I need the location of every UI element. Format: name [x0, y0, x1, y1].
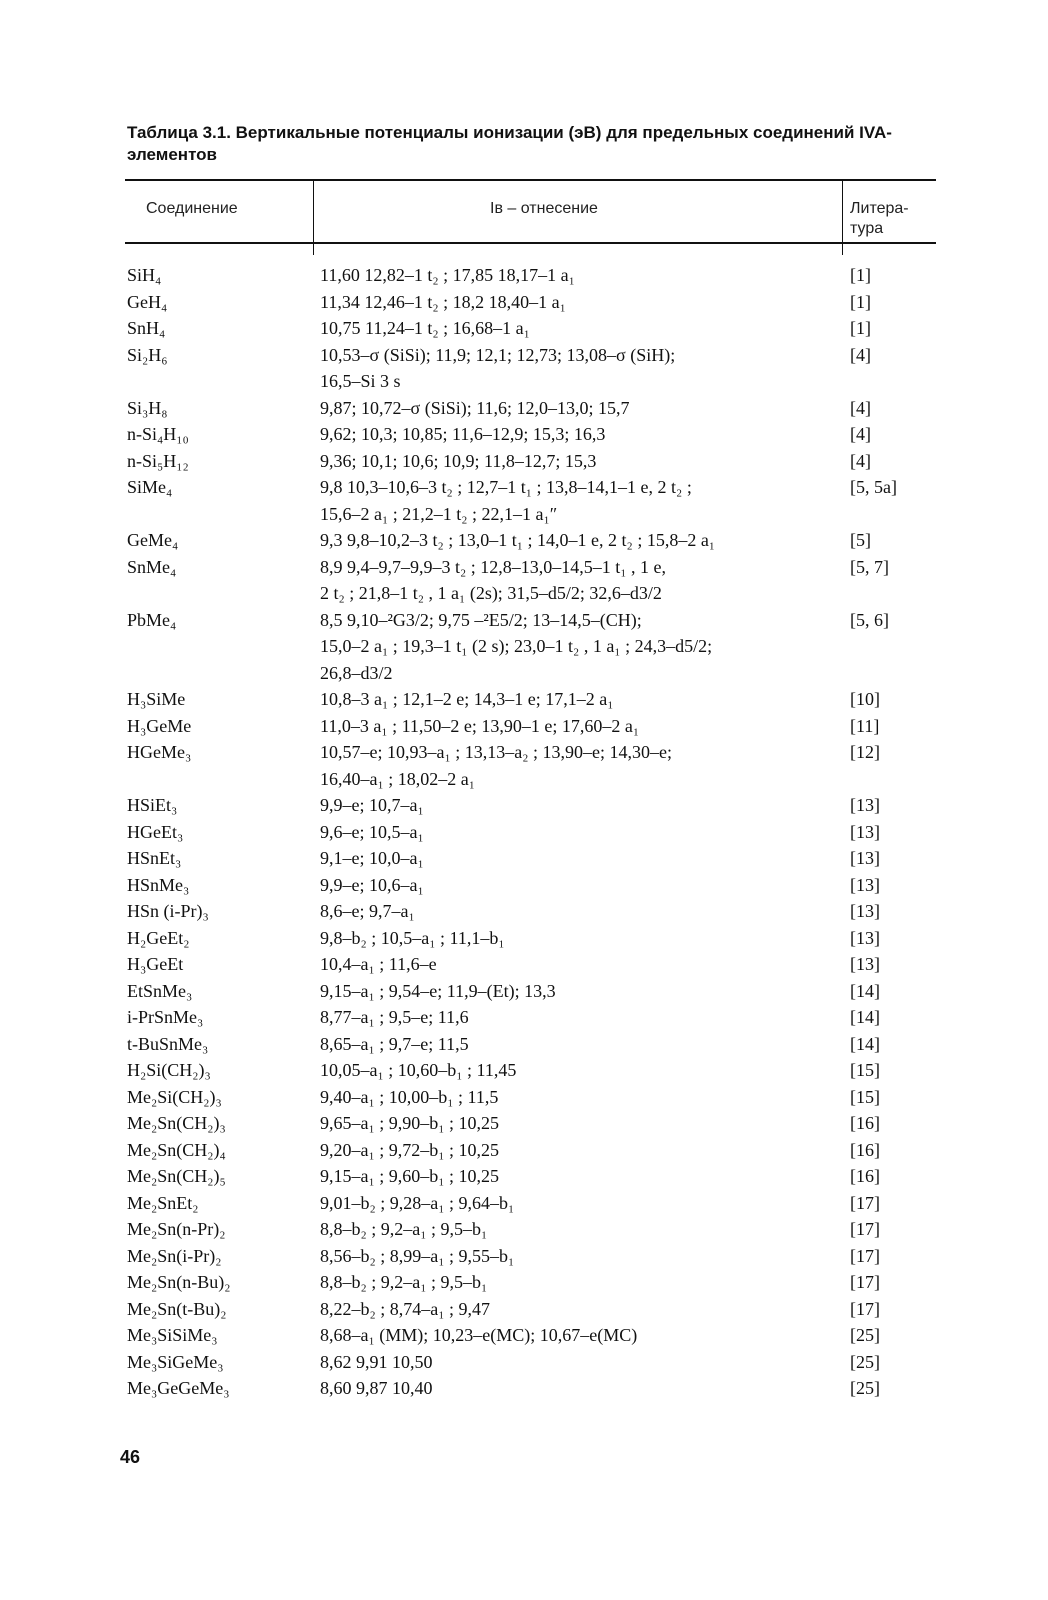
- reference-cell: [25]: [850, 1325, 880, 1345]
- table-row: [0, 845, 1048, 871]
- table-row: [0, 1163, 1048, 1189]
- ionization-cell: 9,15–a₁ ; 9,54–e; 11,9–(Et); 13,3: [320, 980, 556, 1001]
- reference-cell: [13]: [850, 954, 880, 974]
- ionization-cell: 15,6–2 a₁ ; 21,2–1 t₂ ; 22,1–1 a₁″: [320, 503, 558, 524]
- reference-cell: [17]: [850, 1298, 880, 1319]
- reference-cell: [11]: [850, 715, 880, 736]
- compound-cell: Me₂Sn(i-Pr)₂: [127, 1245, 222, 1266]
- compound-cell: n-Si₅H₁₂: [127, 450, 189, 471]
- compound-cell: Si₃H₈: [127, 397, 168, 418]
- compound-cell: i-PrSnMe₃: [127, 1007, 204, 1027]
- table-row: [0, 713, 1048, 739]
- ionization-cell: 9,6–e; 10,5–a₁: [320, 821, 424, 842]
- reference-cell: [5, 5a]: [850, 477, 897, 497]
- ionization-cell: 9,8–b₂ ; 10,5–a₁ ; 11,1–b₁: [320, 927, 505, 948]
- table-row: [0, 1322, 1048, 1348]
- reference-cell: [1]: [850, 318, 871, 338]
- table-row: [0, 395, 1048, 421]
- compound-cell: EtSnMe₃: [127, 980, 193, 1001]
- table-row: [0, 925, 1048, 951]
- compound-cell: HGeMe₃: [127, 742, 192, 762]
- reference-cell: [13]: [850, 927, 880, 948]
- ionization-cell: 26,8–d3/2: [320, 662, 393, 683]
- column-divider-2: [842, 180, 843, 255]
- ionization-cell: 8,9 9,4–9,7–9,9–3 t₂ ; 12,8–13,0–14,5–1 t₁ , 1 e,: [320, 556, 667, 577]
- header-compound: Соединение: [146, 200, 238, 217]
- compound-cell: Me₂Si(CH₂)₃: [127, 1086, 222, 1107]
- reference-cell: [13]: [850, 821, 880, 842]
- reference-cell: [13]: [850, 795, 880, 815]
- reference-cell: [17]: [850, 1245, 880, 1266]
- table-row: [0, 1004, 1048, 1030]
- table-row: [0, 580, 1048, 606]
- compound-cell: GeH₄: [127, 291, 168, 312]
- table-row: [0, 1349, 1048, 1375]
- table-caption: Таблица 3.1. Вертикальные потенциалы ионизации (эВ) для предельных соединений IVA-элементов: [127, 123, 892, 164]
- table-row: [0, 1243, 1048, 1269]
- table-row: [0, 315, 1048, 341]
- ionization-cell: 8,62 9,91 10,50: [320, 1351, 433, 1372]
- reference-cell: [17]: [850, 1272, 880, 1292]
- compound-cell: GeMe₄: [127, 530, 179, 550]
- reference-cell: [13]: [850, 901, 880, 921]
- table-row: [0, 766, 1048, 792]
- ionization-cell: 16,5–Si 3 s: [320, 371, 401, 391]
- ionization-cell: 11,60 12,82–1 t₂ ; 17,85 18,17–1 a₁: [320, 265, 575, 285]
- ionization-cell: 9,8 10,3–10,6–3 t₂ ; 12,7–1 t₁ ; 13,8–14,1–1 e, 2 t₂ ;: [320, 477, 692, 497]
- compound-cell: Me₂Sn(n-Pr)₂: [127, 1219, 226, 1239]
- ionization-cell: 8,60 9,87 10,40: [320, 1378, 433, 1398]
- table-row: [0, 368, 1048, 394]
- column-divider-1: [313, 180, 314, 255]
- ionization-cell: 9,15–a₁ ; 9,60–b₁ ; 10,25: [320, 1166, 500, 1186]
- compound-cell: Me₃GeGeMe₃: [127, 1378, 230, 1398]
- reference-cell: [25]: [850, 1351, 880, 1372]
- header-reference: Литера-тура: [850, 200, 909, 237]
- ionization-cell: 9,20–a₁ ; 9,72–b₁ ; 10,25: [320, 1139, 500, 1160]
- reference-cell: [15]: [850, 1086, 880, 1107]
- compound-cell: Me₂Sn(n-Bu)₂: [127, 1272, 231, 1292]
- ionization-cell: 9,3 9,8–10,2–3 t₂ ; 13,0–1 t₁ ; 14,0–1 e, 2 t₂ ; 15,8–2 a₁: [320, 530, 716, 550]
- page-number: 46: [120, 1447, 141, 1467]
- table-row: [0, 421, 1048, 447]
- ionization-cell: 9,40–a₁ ; 10,00–b₁ ; 11,5: [320, 1086, 499, 1107]
- table-row: [0, 739, 1048, 765]
- table-row: [0, 1084, 1048, 1110]
- reference-cell: [14]: [850, 1033, 880, 1054]
- ionization-cell: 8,6–e; 9,7–a₁: [320, 901, 415, 921]
- reference-cell: [1]: [850, 291, 871, 312]
- compound-cell: HSn (i-Pr)₃: [127, 901, 209, 921]
- compound-cell: Me₂Sn(CH₂)₃: [127, 1113, 226, 1133]
- ionization-cell: 10,57–e; 10,93–a₁ ; 13,13–a₂ ; 13,90–e; 14,30–e;: [320, 742, 673, 762]
- reference-cell: [4]: [850, 397, 871, 418]
- table-header-bottom-rule: [125, 242, 936, 244]
- ionization-cell: 10,53–σ (SiSi); 11,9; 12,1; 12,73; 13,08–σ (SiH);: [320, 344, 676, 365]
- table-row: [0, 607, 1048, 633]
- table-row: [0, 1375, 1048, 1401]
- ionization-cell: 8,56–b₂ ; 8,99–a₁ ; 9,55–b₁: [320, 1245, 515, 1266]
- ionization-cell: 10,8–3 a₁ ; 12,1–2 e; 14,3–1 e; 17,1–2 a₁: [320, 689, 614, 709]
- reference-cell: [1]: [850, 265, 871, 285]
- reference-cell: [13]: [850, 848, 880, 868]
- reference-cell: [10]: [850, 689, 880, 709]
- table-row: [0, 1057, 1048, 1083]
- compound-cell: SiH₄: [127, 265, 162, 285]
- table-row: [0, 686, 1048, 712]
- table-row: [0, 898, 1048, 924]
- reference-cell: [16]: [850, 1139, 880, 1160]
- table-row: [0, 872, 1048, 898]
- reference-cell: [14]: [850, 980, 880, 1001]
- reference-cell: [4]: [850, 424, 871, 444]
- ionization-cell: 9,01–b₂ ; 9,28–a₁ ; 9,64–b₁: [320, 1192, 515, 1213]
- table-row: [0, 554, 1048, 580]
- reference-cell: [5]: [850, 530, 871, 550]
- compound-cell: n-Si₄H₁₀: [127, 424, 189, 444]
- reference-cell: [4]: [850, 344, 871, 365]
- ionization-cell: 2 t₂ ; 21,8–1 t₂ , 1 a₁ (2s); 31,5–d5/2; 32,6–d3/2: [320, 583, 662, 603]
- table-row: [0, 448, 1048, 474]
- reference-cell: [13]: [850, 874, 880, 895]
- table-row: [0, 1296, 1048, 1322]
- ionization-cell: 9,62; 10,3; 10,85; 11,6–12,9; 15,3; 16,3: [320, 424, 606, 444]
- header-ionization: Iв – отнесение: [490, 200, 598, 217]
- table-row: [0, 951, 1048, 977]
- compound-cell: H₂GeEt₂: [127, 927, 190, 948]
- ionization-cell: 11,0–3 a₁ ; 11,50–2 e; 13,90–1 e; 17,60–2 a₁: [320, 715, 640, 736]
- compound-cell: Me₂SnEt₂: [127, 1192, 199, 1213]
- ionization-cell: 8,77–a₁ ; 9,5–e; 11,6: [320, 1007, 469, 1027]
- ionization-cell: 8,68–a₁ (MM); 10,23–e(MC); 10,67–e(MC): [320, 1325, 638, 1345]
- ionization-cell: 9,1–e; 10,0–a₁: [320, 848, 424, 868]
- ionization-cell: 8,8–b₂ ; 9,2–a₁ ; 9,5–b₁: [320, 1219, 488, 1239]
- compound-cell: Me₃SiGeMe₃: [127, 1351, 224, 1372]
- compound-cell: HSnMe₃: [127, 874, 190, 895]
- table-row: [0, 1110, 1048, 1136]
- ionization-cell: 16,40–a₁ ; 18,02–2 a₁: [320, 768, 476, 789]
- ionization-cell: 8,65–a₁ ; 9,7–e; 11,5: [320, 1033, 469, 1054]
- ionization-cell: 8,8–b₂ ; 9,2–a₁ ; 9,5–b₁: [320, 1272, 488, 1292]
- ionization-cell: 8,22–b₂ ; 8,74–a₁ ; 9,47: [320, 1298, 491, 1319]
- table-row: [0, 660, 1048, 686]
- ionization-cell: 15,0–2 a₁ ; 19,3–1 t₁ (2 s); 23,0–1 t₂ , 1 a₁ ; 24,3–d5/2;: [320, 636, 713, 656]
- reference-cell: [16]: [850, 1113, 880, 1133]
- table-row: [0, 474, 1048, 500]
- table-row: [0, 262, 1048, 288]
- table-row: [0, 1137, 1048, 1163]
- reference-cell: [12]: [850, 742, 880, 762]
- compound-cell: H₃SiMe: [127, 689, 186, 709]
- table-row: [0, 289, 1048, 315]
- table-row: [0, 527, 1048, 553]
- table-row: [0, 1031, 1048, 1057]
- reference-cell: [17]: [850, 1192, 880, 1213]
- ionization-cell: 11,34 12,46–1 t₂ ; 18,2 18,40–1 a₁: [320, 291, 566, 312]
- table-row: [0, 819, 1048, 845]
- reference-cell: [14]: [850, 1007, 880, 1027]
- table-row: [0, 1216, 1048, 1242]
- compound-cell: H₃GeMe: [127, 715, 192, 736]
- reference-cell: [25]: [850, 1378, 880, 1398]
- compound-cell: H₂Si(CH₂)₃: [127, 1060, 211, 1080]
- table-row: [0, 633, 1048, 659]
- table-top-rule: [125, 179, 936, 181]
- compound-cell: Me₂Sn(CH₂)₄: [127, 1139, 226, 1160]
- ionization-cell: 10,4–a₁ ; 11,6–e: [320, 954, 437, 974]
- table-row: [0, 342, 1048, 368]
- compound-cell: Me₃SiSiMe₃: [127, 1325, 218, 1345]
- compound-cell: PbMe₄: [127, 609, 177, 630]
- compound-cell: Me₂Sn(t-Bu)₂: [127, 1298, 227, 1319]
- compound-cell: SnMe₄: [127, 556, 177, 577]
- table-row: [0, 978, 1048, 1004]
- compound-cell: Me₂Sn(CH₂)₅: [127, 1166, 226, 1186]
- table-row: [0, 501, 1048, 527]
- reference-cell: [16]: [850, 1166, 880, 1186]
- ionization-cell: 9,9–e; 10,6–a₁: [320, 874, 424, 895]
- ionization-cell: 9,87; 10,72–σ (SiSi); 11,6; 12,0–13,0; 15,7: [320, 397, 630, 418]
- compound-cell: HGeEt₃: [127, 821, 184, 842]
- compound-cell: H₃GeEt: [127, 954, 184, 974]
- table-row: [0, 1269, 1048, 1295]
- compound-cell: HSnEt₃: [127, 848, 182, 868]
- reference-cell: [4]: [850, 450, 871, 471]
- ionization-cell: 9,9–e; 10,7–a₁: [320, 795, 424, 815]
- reference-cell: [5, 6]: [850, 609, 889, 630]
- reference-cell: [15]: [850, 1060, 880, 1080]
- compound-cell: Si₂H₆: [127, 344, 168, 365]
- compound-cell: SnH₄: [127, 318, 166, 338]
- ionization-cell: 9,36; 10,1; 10,6; 10,9; 11,8–12,7; 15,3: [320, 450, 597, 471]
- compound-cell: t-BuSnMe₃: [127, 1033, 209, 1054]
- reference-cell: [17]: [850, 1219, 880, 1239]
- ionization-cell: 10,75 11,24–1 t₂ ; 16,68–1 a₁: [320, 318, 530, 338]
- compound-cell: HSiEt₃: [127, 795, 178, 815]
- reference-cell: [5, 7]: [850, 556, 889, 577]
- table-row: [0, 792, 1048, 818]
- table-row: [0, 1190, 1048, 1216]
- ionization-cell: 9,65–a₁ ; 9,90–b₁ ; 10,25: [320, 1113, 500, 1133]
- ionization-cell: 8,5 9,10–²G3/2; 9,75 –²E5/2; 13–14,5–(CH);: [320, 609, 642, 630]
- compound-cell: SiMe₄: [127, 477, 173, 497]
- ionization-cell: 10,05–a₁ ; 10,60–b₁ ; 11,45: [320, 1060, 517, 1080]
